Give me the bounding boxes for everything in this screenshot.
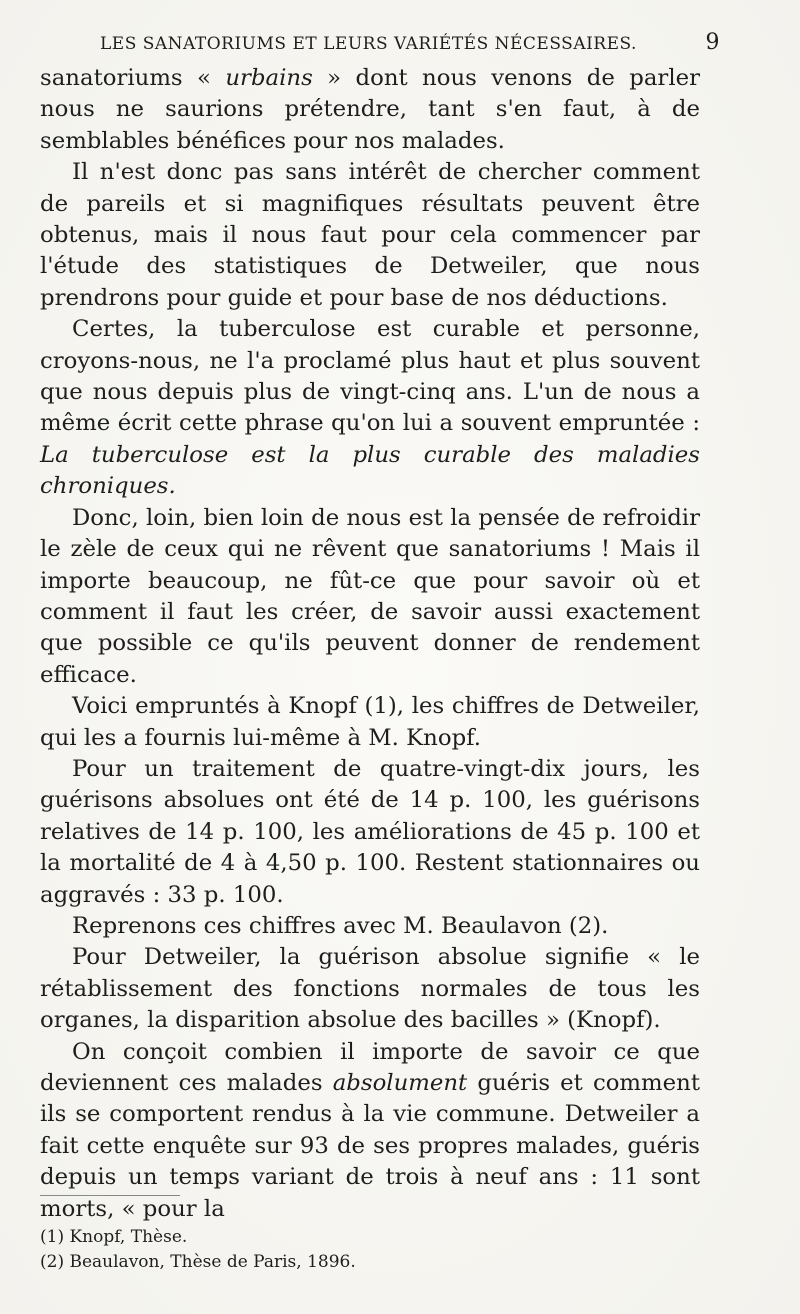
text-run: Il n'est donc pas sans intérêt de chercher comment de pareils et si magnifiques résultats peuvent être obtenus, mais il nous faut pour cela commencer par l'étude des statistiques de Detweiler, que nous prendrons pour guide et pour base de nos déductions. [40,159,700,311]
paragraph [40,942,700,1036]
running-header [100,30,720,60]
footnote: (1) Knopf, Thèse. [40,1227,188,1247]
text-run: guéris et comment ils se comportent rendus à la vie commune. Detweiler a fait cette enquête sur 93 de ses propres malades, guéris depuis un temps variant de trois à neuf ans : 11 sont morts, « pour la [40,1070,701,1222]
italic-run: urbains [225,65,313,91]
paragraph [40,911,700,942]
paragraph [40,63,700,157]
text-run: Donc, loin, bien loin de nous est la pensée de refroidir le zèle de ceux qui ne rêvent que sanatoriums ! Mais il importe beaucoup, ne fût-ce que pour savoir où et comment il faut les créer, de savoir aussi exactement que possible ce qu'ils peuvent donner de rendement efficace. [40,504,700,688]
paragraph [40,503,700,691]
footnote-rule [40,1195,180,1196]
paragraph [40,157,700,314]
footnote: (2) Beaulavon, Thèse de Paris, 1896. [40,1252,356,1272]
text-run: Pour un traitement de quatre-vingt-dix jours, les guérisons absolues ont été de 14 p. 100, les guérisons relatives de 14 p. 100, les améliorations de 45 p. 100 et la mortalité de 4 à 4,50 p. 100. Restent stationnaires ou aggravés : 33 p. 100. [40,755,700,908]
text-run: sanatoriums « [40,65,226,91]
paragraph [40,1037,700,1225]
running-title: LES SANATORIUMS ET LEURS VARIÉTÉS NÉCESSAIRES. [100,34,637,54]
text-run: Voici empruntés à Knopf (1), les chiffres de Detweiler, qui les a fournis lui-même à M. Knopf. [40,693,700,751]
footnotes [40,1225,700,1275]
italic-run: absolument [332,1070,468,1096]
text-run: » dont nous venons de parler nous ne saurions prétendre, tant s'en faut, à de semblables bénéfices pour nos malades. [40,65,700,154]
text-run: On conçoit combien il importe de savoir ce que deviennent ces malades [40,1038,700,1096]
body-text [40,63,700,1225]
page-number: 9 [705,30,720,55]
text-run: Reprenons ces chiffres avec M. Beaulavon (2). [72,912,609,939]
paragraph [40,691,700,754]
paragraph [40,754,700,911]
text-run: Certes, la tuberculose est curable et personne, croyons-nous, ne l'a proclamé plus haut et plus souvent que nous depuis plus de vingt-cinq ans. L'un de nous a même écrit cette phrase qu'on lui a souvent empruntée : [40,316,700,437]
paragraph [40,314,700,502]
italic-run: La tuberculose est la plus curable des maladies chroniques. [40,441,700,500]
text-run: Pour Detweiler, la guérison absolue signifie « le rétablissement des fonctions normales de tous les organes, la disparition absolue des bacilles » (Knopf). [40,944,700,1034]
